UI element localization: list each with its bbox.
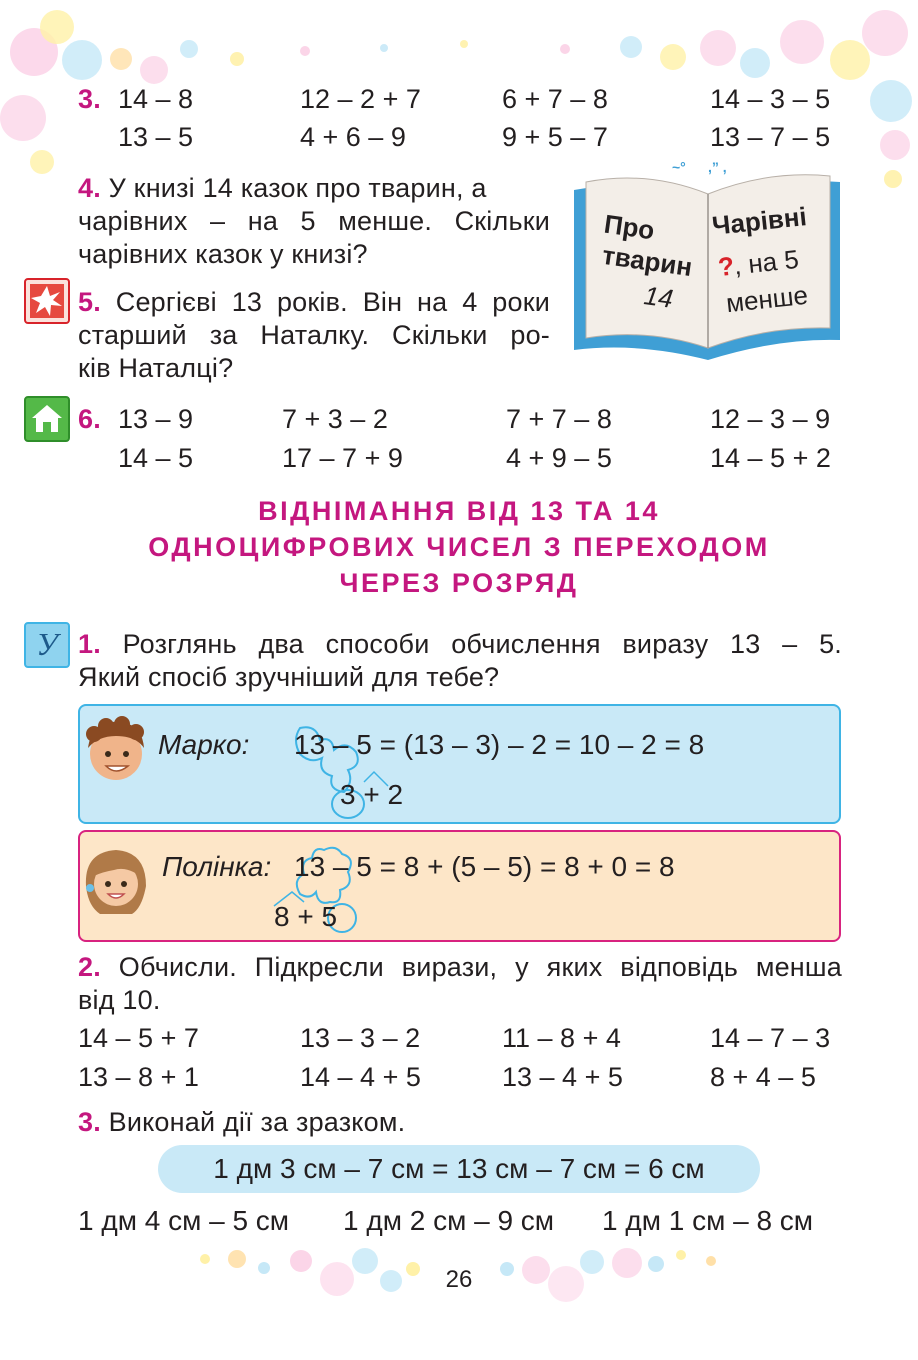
expression: 14 – 5 + 7 (78, 1023, 199, 1053)
expression: 9 + 5 – 7 (502, 122, 608, 152)
example-pill: 1 дм 3 см – 7 см = 13 см – 7 см = 6 см (158, 1145, 760, 1193)
boy-avatar (80, 714, 152, 786)
task-number: 2. (78, 952, 101, 982)
expression: 13 – 4 + 5 (502, 1062, 623, 1092)
expression: 12 – 3 – 9 (710, 404, 831, 434)
marko-name: Марко: (158, 729, 250, 760)
book-illustration (568, 160, 846, 370)
expression: 14 – 5 + 2 (710, 443, 831, 473)
task-4-text: 4. У книзі 14 казок про тварин, а чарівних – на 5 менше. Скільки чарівних казок у книзі? (78, 173, 550, 269)
expression-row (0, 1061, 918, 1094)
expression-row (0, 1204, 918, 1238)
polinka-name: Полінка: (162, 851, 272, 882)
task-number: 6. (78, 404, 101, 434)
expression: 1 дм 2 см – 9 см (343, 1205, 555, 1236)
expression: 14 – 8 (118, 84, 194, 114)
task-number: 5. (78, 287, 101, 317)
marko-solution-box (78, 704, 841, 824)
expression-row (0, 442, 918, 475)
expression: 1 дм 1 см – 8 см (602, 1205, 814, 1236)
svg-text:~°: ~° (672, 160, 686, 175)
book-right-text: менше (724, 279, 810, 319)
task-number: 1. (78, 629, 101, 659)
expression: 13 – 9 (118, 404, 194, 434)
lesson-task-2-text: 2. Обчисли. Підкресли вирази, у яких відповідь менша від 10. (78, 952, 842, 1015)
section-title-line: ЧЕРЕЗ РОЗРЯД (339, 568, 579, 598)
marko-expression: 13 – 5 = (13 – 3) – 2 = 10 – 2 = 8 (294, 729, 705, 760)
section-title-line: ВІДНІМАННЯ ВІД 13 ТА 14 (258, 496, 660, 526)
expression-row (0, 403, 918, 436)
expression: 14 – 7 – 3 (710, 1023, 831, 1053)
expression: 11 – 8 + 4 (502, 1023, 621, 1053)
page-number: 26 (445, 1266, 473, 1293)
expression: 6 + 7 – 8 (502, 84, 608, 114)
expression-row (0, 83, 918, 116)
task-5-text: 5. Сергієві 13 років. Він на 4 роки старший за Наталку. Скільки ро- ків Наталці? (78, 287, 550, 383)
task-number: 3. (78, 1107, 101, 1137)
book-left-title: тварин (600, 239, 695, 283)
expression: 8 + 4 – 5 (710, 1062, 816, 1092)
expression: 4 + 6 – 9 (300, 122, 406, 152)
expression-row (0, 121, 918, 154)
girl-avatar (80, 844, 154, 918)
book-left-title: Про (602, 208, 657, 246)
expression-row (0, 1022, 918, 1055)
expression: 13 – 7 – 5 (710, 122, 831, 152)
lesson-task-1-text: 1. Розглянь два способи обчислення виразу 13 – 5. Який спосіб зручніший для тебе? (78, 629, 842, 692)
polinka-expression: 13 – 5 = 8 + (5 – 5) = 8 + 0 = 8 (294, 851, 675, 882)
lesson-task-3-text: 3. Виконай дії за зразком. (78, 1107, 406, 1137)
expression: 4 + 9 – 5 (506, 443, 612, 473)
marko-split: 3 + 2 (340, 779, 404, 810)
expression: 14 – 4 + 5 (300, 1062, 421, 1092)
svg-text:,” ,: ,” , (708, 160, 727, 175)
star-burst-icon (24, 278, 70, 324)
book-right-text: ?, на 5 (716, 243, 801, 283)
task-number: 4. (78, 173, 101, 203)
section-title-line: ОДНОЦИФРОВИХ ЧИСЕЛ З ПЕРЕХОДОМ (148, 532, 770, 562)
expression: 1 дм 4 см – 5 см (78, 1205, 290, 1236)
polinka-solution-box (78, 830, 841, 942)
expression: 13 – 8 + 1 (78, 1062, 199, 1092)
expression: 17 – 7 + 9 (282, 443, 403, 473)
expression: 13 – 3 – 2 (300, 1023, 421, 1053)
expression: 13 – 5 (118, 122, 194, 152)
expression: 14 – 3 – 5 (710, 84, 831, 114)
expression: 14 – 5 (118, 443, 194, 473)
book-right-title: Чарівні (710, 201, 809, 241)
lesson-letter-icon: У (24, 622, 70, 668)
expression: 7 + 3 – 2 (282, 404, 388, 434)
expression: 7 + 7 – 8 (506, 404, 612, 434)
polinka-split: 8 + 5 (274, 901, 338, 932)
expression: 12 – 2 + 7 (300, 84, 421, 114)
book-left-value: 14 (642, 280, 675, 314)
exercise-number: 3. (78, 84, 101, 114)
